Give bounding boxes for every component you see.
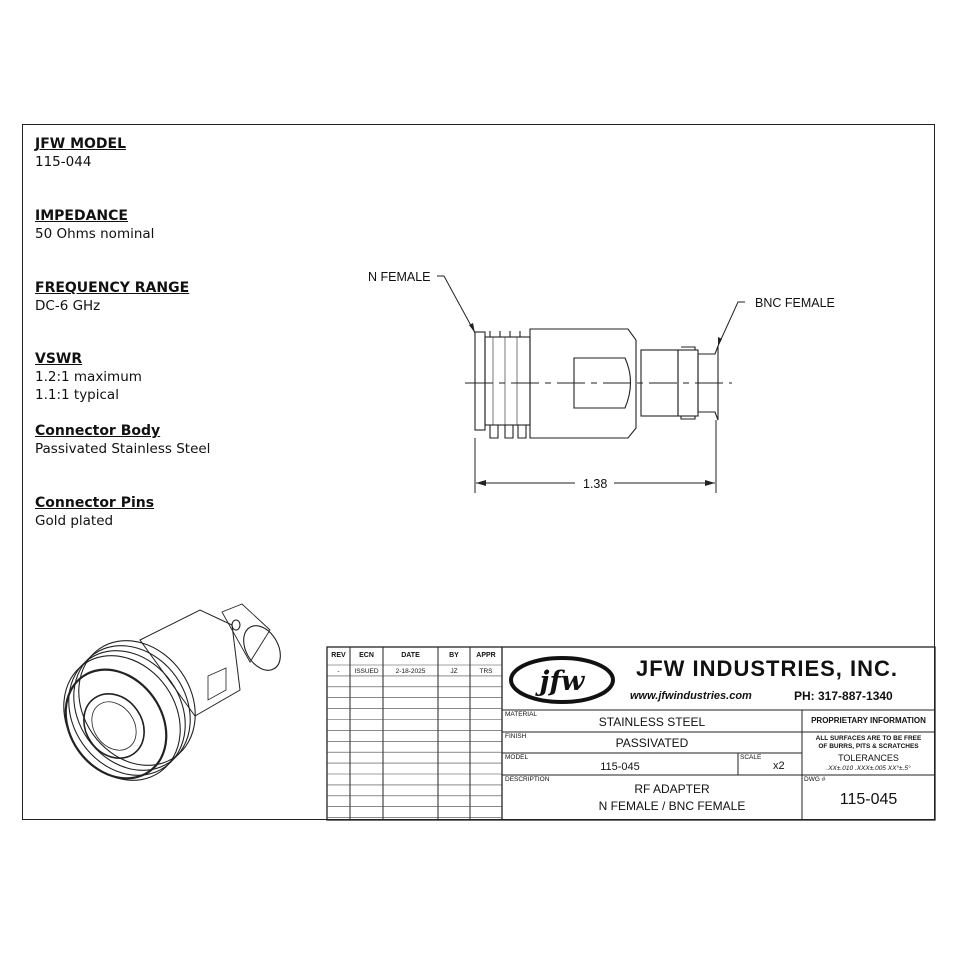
scale-label: SCALE xyxy=(740,754,762,761)
rev-header: REV xyxy=(331,652,346,659)
by-cell: JZ xyxy=(450,668,458,675)
finish-value: PASSIVATED xyxy=(615,736,689,750)
material-label: MATERIAL xyxy=(505,711,538,718)
surfaces-note-2: OF BURRS, PITS & SCRATCHES xyxy=(818,743,919,750)
surfaces-note-1: ALL SURFACES ARE TO BE FREE xyxy=(815,735,922,742)
description-line-1: RF ADAPTER xyxy=(634,782,710,796)
spec-value: 115-044 xyxy=(35,154,92,170)
spec-value: 1.2:1 maximum xyxy=(35,369,142,385)
material-value: STAINLESS STEEL xyxy=(598,715,706,729)
company-website: www.jfwindustries.com xyxy=(630,690,752,702)
spec-value: Gold plated xyxy=(35,513,114,529)
appr-header: APPR xyxy=(476,652,496,659)
scale-value: x2 xyxy=(773,760,785,772)
date-header: DATE xyxy=(401,652,420,659)
company-name: JFW INDUSTRIES, INC. xyxy=(636,656,899,681)
spec-heading: IMPEDANCE xyxy=(35,208,128,224)
spec-value: Passivated Stainless Steel xyxy=(35,441,211,457)
bnc-female-label: BNC FEMALE xyxy=(755,296,835,310)
model-value: 115-045 xyxy=(600,761,640,773)
spec-heading: Connector Body xyxy=(35,423,161,439)
spec-value: 1.1:1 typical xyxy=(35,387,119,403)
ecn-header: ECN xyxy=(359,652,374,659)
appr-cell: TRS xyxy=(479,668,493,675)
tolerances-label: TOLERANCES xyxy=(838,753,899,763)
spec-heading: Connector Pins xyxy=(35,495,155,511)
date-cell: 2-18-2025 xyxy=(395,668,426,675)
by-header: BY xyxy=(449,652,459,659)
spec-heading: JFW MODEL xyxy=(35,136,127,152)
description-line-2: N FEMALE / BNC FEMALE xyxy=(598,799,746,813)
jfw-logo-text: jfw xyxy=(539,666,585,697)
n-female-label: N FEMALE xyxy=(368,270,431,284)
proprietary-notice: PROPRIETARY INFORMATION xyxy=(811,716,926,725)
tolerance-values: .XX±.010 .XXX±.005 XX°±.5° xyxy=(826,765,911,772)
description-label: DESCRIPTION xyxy=(505,776,550,783)
rev-cell: - xyxy=(337,668,340,675)
finish-label: FINISH xyxy=(505,733,527,740)
dwg-number: 115-045 xyxy=(839,791,898,808)
revision-table-rows xyxy=(327,665,502,818)
dwg-label: DWG # xyxy=(804,776,826,783)
company-phone: PH: 317-887-1340 xyxy=(794,689,893,703)
spec-value: 50 Ohms nominal xyxy=(35,226,155,242)
ecn-cell: ISSUED xyxy=(354,668,379,675)
spec-heading: FREQUENCY RANGE xyxy=(35,280,190,296)
spec-value: DC-6 GHz xyxy=(35,298,101,314)
dimension-label: 1.38 xyxy=(583,477,608,491)
spec-heading: VSWR xyxy=(35,351,83,367)
model-label: MODEL xyxy=(505,754,529,761)
